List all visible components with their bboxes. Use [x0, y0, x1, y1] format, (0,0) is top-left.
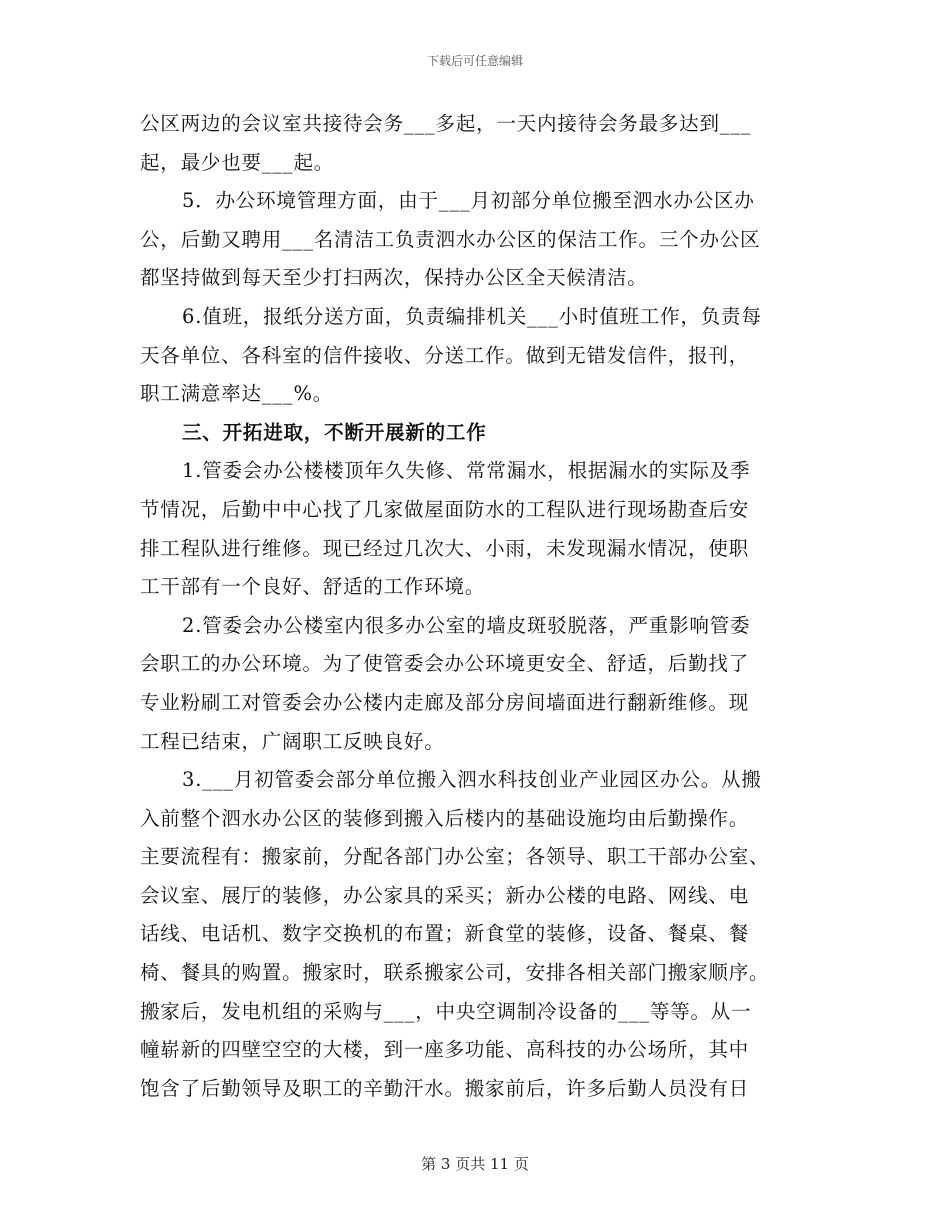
text-line: 起，最少也要___起。 [140, 150, 335, 174]
text-line: 主要流程有：搬家前，分配各部门办公室；各领导、职工干部办公室、 [140, 845, 770, 869]
text-line: 职工满意率达___%。 [140, 382, 334, 406]
text-line: 话线、电话机、数字交换机的布置；新食堂的装修，设备、餐桌、餐 [140, 922, 750, 946]
text-line: 饱含了后勤领导及职工的辛勤汗水。搬家前后，许多后勤人员没有日 [140, 1076, 750, 1100]
text-line: 幢崭新的四壁空空的大楼，到一座多功能、高科技的办公场所，其中 [140, 1038, 750, 1062]
text-line: 排工程队进行维修。现已经过几次大、小雨，未发现漏水情况，使职 [140, 536, 750, 560]
text-line: 工干部有一个良好、舒适的工作环境。 [140, 575, 486, 599]
text-line: 搬家后，发电机组的采购与___，中央空调制冷设备的___等等。从一 [140, 999, 752, 1023]
paragraph-start: 3.___月初管委会部分单位搬入泗水科技创业产业园区办公。从搬 [182, 768, 762, 792]
text-line: 会职工的办公环境。为了使管委会办公环境更安全、舒适，后勤找了 [140, 652, 750, 676]
text-line: 公区两边的会议室共接待会务___多起，一天内接待会务最多达到___ [140, 112, 752, 135]
text-line: 都坚持做到每天至少打扫两次，保持办公区全天候清洁。 [140, 266, 648, 290]
paragraph-start: 6.值班，报纸分送方面，负责编排机关___小时值班工作，负责每 [182, 304, 762, 328]
text-line: 公，后勤又聘用___名清洁工负责泗水办公区的保洁工作。三个办公区 [140, 227, 761, 251]
text-line: 工程已结束，广阔职工反映良好。 [140, 729, 445, 753]
text-line: 天各单位、各科室的信件接收、分送工作。做到无错发信件，报刊， [140, 343, 750, 367]
paragraph-start: 1.管委会办公楼楼顶年久失修、常常漏水，根据漏水的实际及季 [182, 459, 751, 483]
paragraph-start: 5．办公环境管理方面，由于___月初部分单位搬至泗水办公区办 [182, 189, 755, 213]
paragraph-start: 2.管委会办公楼室内很多办公室的墙皮斑驳脱落，严重影响管委 [182, 613, 751, 637]
section-heading: 三、开拓进取，不断开展新的工作 [182, 420, 487, 444]
page-header: 下载后可任意编辑 [426, 54, 523, 68]
document-body [140, 105, 820, 1108]
text-line: 节情况，后勤中中心找了几家做屋面防水的工程队进行现场勘查后安 [140, 497, 750, 521]
text-line: 入前整个泗水办公区的装修到搬入后楼内的基础设施均由后勤操作。 [140, 806, 750, 830]
page-number-footer: 第 3 页共 11 页 [421, 1155, 529, 1173]
text-line: 会议室、展厅的装修，办公家具的采买；新办公楼的电路、网线、电 [140, 883, 750, 907]
text-line: 专业粉刷工对管委会办公楼内走廊及部分房间墙面进行翻新维修。现 [140, 690, 750, 714]
text-line: 椅、餐具的购置。搬家时，联系搬家公司，安排各相关部门搬家顺序。 [140, 961, 770, 985]
